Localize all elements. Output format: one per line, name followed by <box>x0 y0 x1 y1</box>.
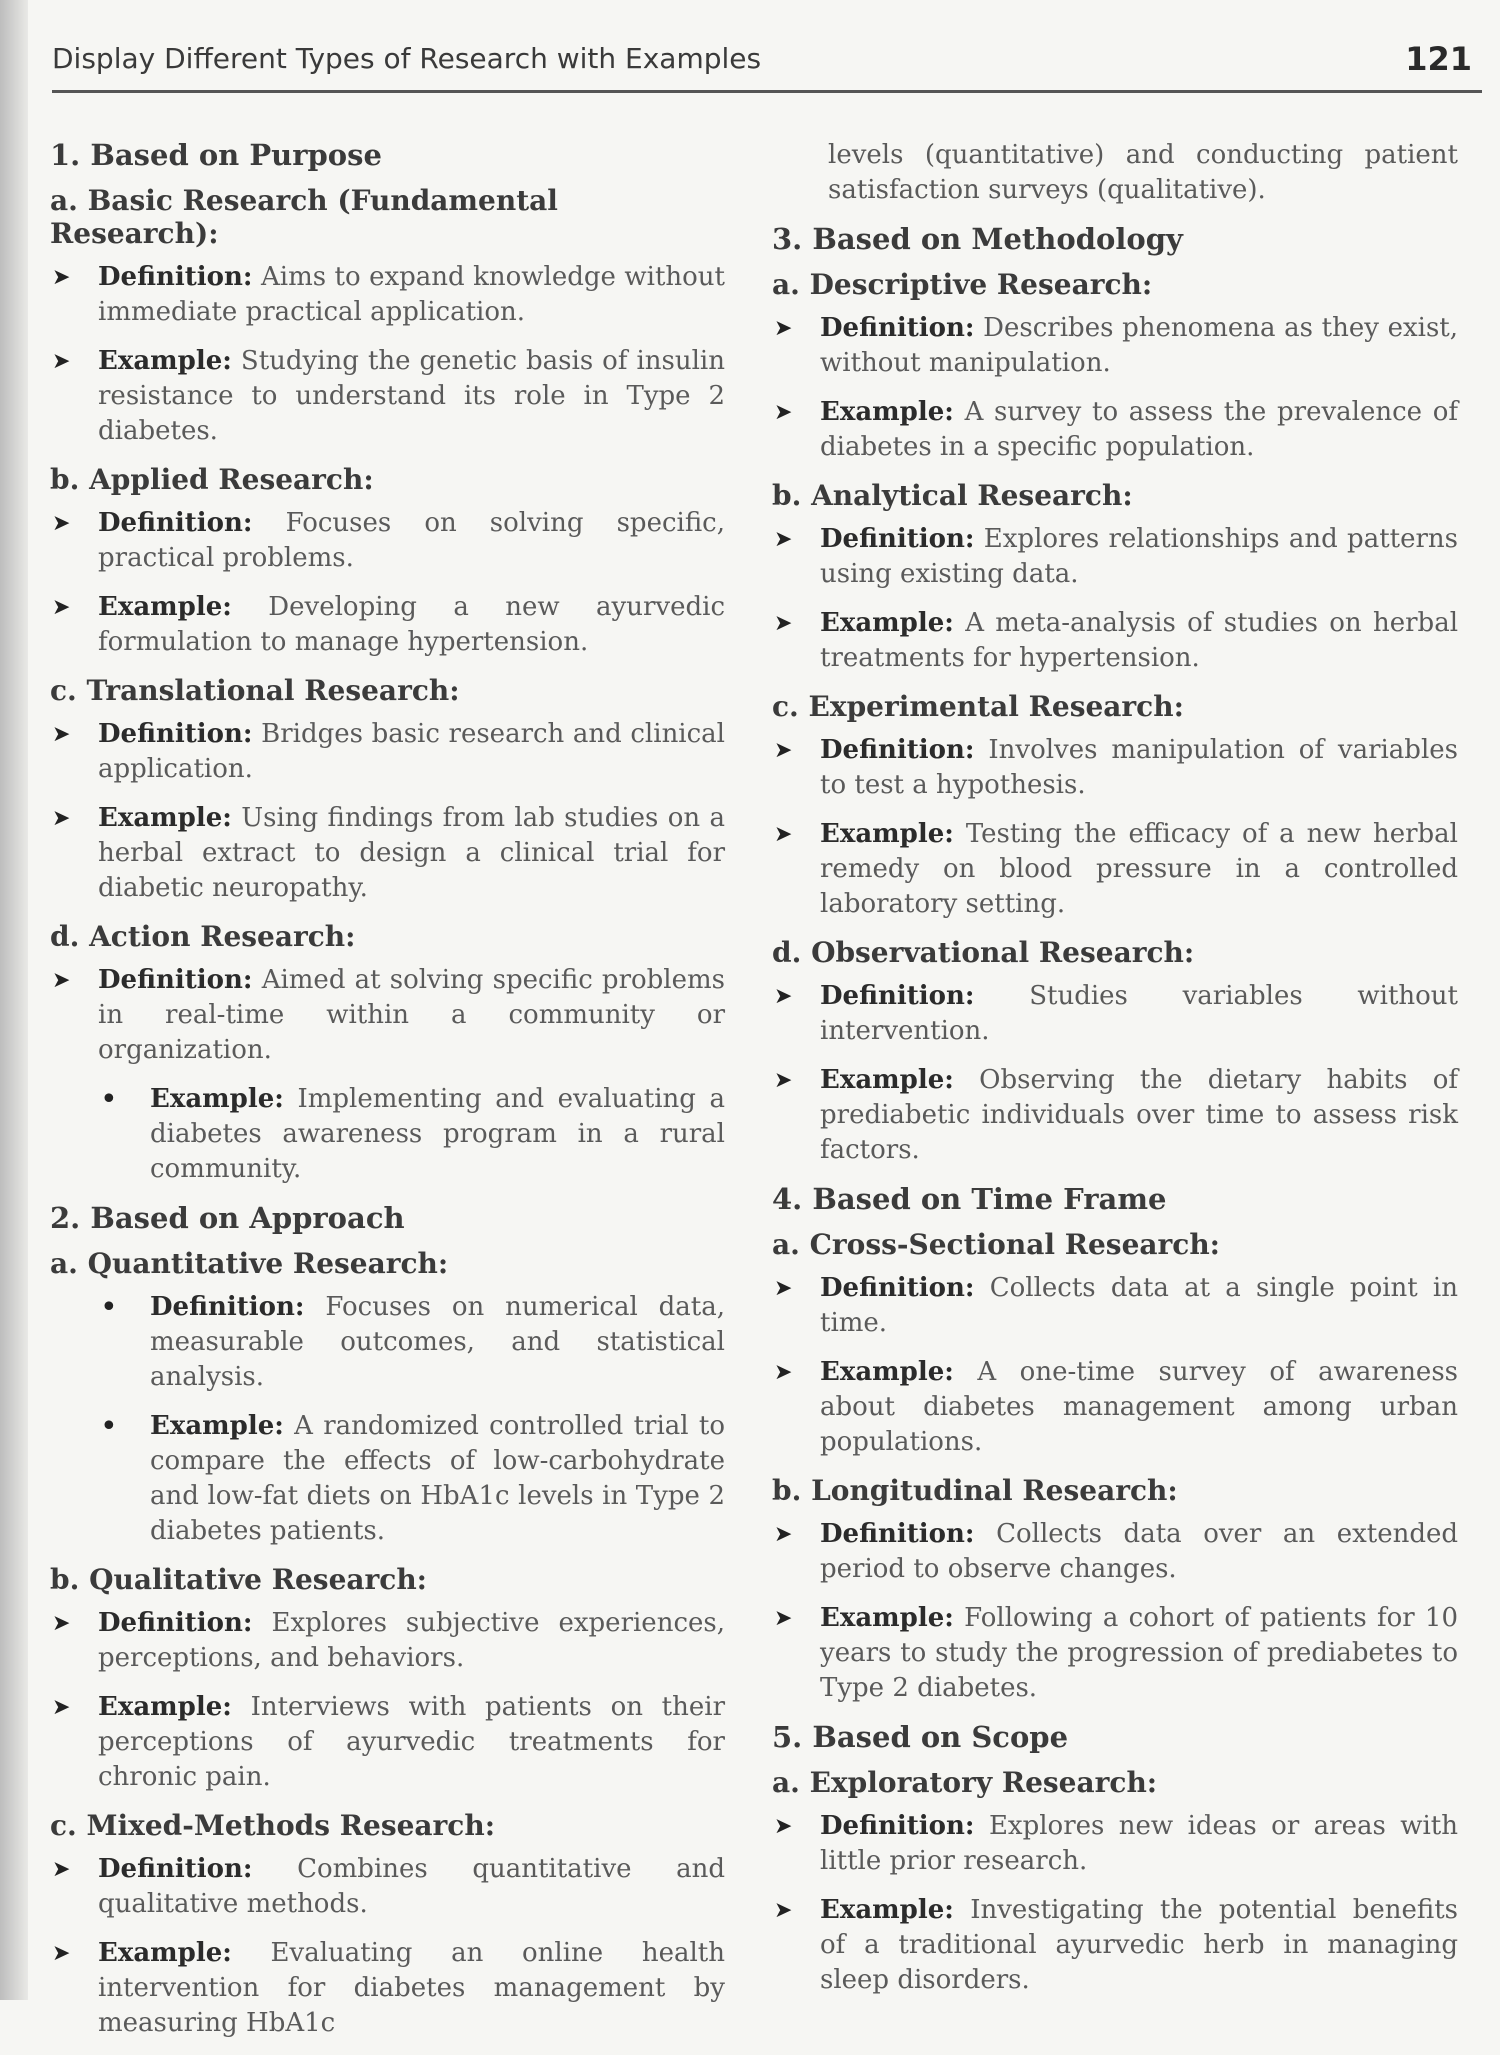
list-item: ➤ Definition: Aimed at solving specific problems in real-time within a community or organization. <box>52 965 725 1065</box>
list-item: ➤ Example: Studying the genetic basis of insulin resistance to understand its role in Type 2 diabetes. <box>52 346 725 446</box>
subsection-heading: a. Basic Research (Fundamental Research): <box>50 184 558 250</box>
list-item: ➤ Definition: Explores new ideas or areas with little prior research. <box>774 1811 1458 1876</box>
section-heading: 2. Based on Approach <box>50 1201 405 1235</box>
running-title: Display Different Types of Research with Examples <box>52 42 762 75</box>
list-item: ➤ Definition: Collects data at a single point in time. <box>774 1273 1458 1338</box>
subsection-heading: b. Analytical Research: <box>772 479 1133 512</box>
dot-bullet-icon: • <box>100 1290 118 1325</box>
list-item: ➤ Example: A meta-analysis of studies on herbal treatments for hypertension. <box>774 608 1459 673</box>
subsection-heading: a. Descriptive Research: <box>772 268 1153 301</box>
arrow-bullet-icon: ➤ <box>774 1276 793 1301</box>
dot-bullet-icon: • <box>100 1409 118 1444</box>
subsection-heading: d. Observational Research: <box>772 936 1195 969</box>
page-header <box>52 40 1482 93</box>
list-item: ➤ Example: Developing a new ayurvedic formulation to manage hypertension. <box>52 592 726 657</box>
list-item: ➤ Definition: Studies variables without intervention. <box>774 981 1458 1046</box>
subsection-heading: c. Mixed-Methods Research: <box>50 1809 496 1842</box>
left-column <box>50 138 725 2055</box>
subsection-heading: b. Applied Research: <box>50 463 374 496</box>
continued-text: levels (quantitative) and conducting patient satisfaction surveys (qualitative). <box>828 140 1458 205</box>
section-heading: 1. Based on Purpose <box>50 138 382 172</box>
arrow-bullet-icon: ➤ <box>774 738 793 763</box>
arrow-bullet-icon: ➤ <box>52 806 71 831</box>
subsection-heading: d. Action Research: <box>50 920 356 953</box>
list-item: ➤ Definition: Describes phenomena as they exist, without manipulation. <box>774 313 1459 378</box>
arrow-bullet-icon: ➤ <box>774 1606 793 1631</box>
arrow-bullet-icon: ➤ <box>774 984 793 1009</box>
arrow-bullet-icon: ➤ <box>52 1857 71 1882</box>
list-item: ➤ Example: A survey to assess the prevalence of diabetes in a specific population. <box>774 397 1458 462</box>
arrow-bullet-icon: ➤ <box>52 349 71 374</box>
list-item: ➤ Example: Following a cohort of patients for 10 years to study the progression of prediabetes to Type 2 diabetes. <box>774 1603 1458 1703</box>
list-item: ➤ Definition: Explores subjective experiences, perceptions, and behaviors. <box>52 1608 725 1673</box>
arrow-bullet-icon: ➤ <box>774 1068 793 1093</box>
arrow-bullet-icon: ➤ <box>52 511 71 536</box>
list-item: ➤ Example: Investigating the potential benefits of a traditional ayurvedic herb in managing sleep disorders. <box>774 1895 1458 1995</box>
page-number: 121 <box>1405 40 1472 78</box>
arrow-bullet-icon: ➤ <box>774 611 793 636</box>
book-spine-shadow <box>0 0 28 2000</box>
arrow-bullet-icon: ➤ <box>774 1360 793 1385</box>
list-item: • Example: Implementing and evaluating a diabetes awareness program in a rural community. <box>100 1082 725 1184</box>
list-item: ➤ Example: A one-time survey of awareness about diabetes management among urban populations. <box>774 1357 1459 1457</box>
arrow-bullet-icon: ➤ <box>774 1522 793 1547</box>
arrow-bullet-icon: ➤ <box>52 968 71 993</box>
right-column <box>772 138 1458 2012</box>
list-item: ➤ Definition: Explores relationships and patterns using existing data. <box>774 524 1458 589</box>
subsection-heading: b. Qualitative Research: <box>50 1563 428 1596</box>
arrow-bullet-icon: ➤ <box>52 1611 71 1636</box>
arrow-bullet-icon: ➤ <box>52 1695 71 1720</box>
section-heading: 3. Based on Methodology <box>772 222 1183 256</box>
section-heading: 4. Based on Time Frame <box>772 1182 1167 1216</box>
arrow-bullet-icon: ➤ <box>774 1814 793 1839</box>
arrow-bullet-icon: ➤ <box>774 1898 793 1923</box>
dot-bullet-icon: • <box>100 1082 118 1117</box>
subsection-heading: b. Longitudinal Research: <box>772 1474 1178 1507</box>
list-item: ➤ Definition: Collects data over an extended period to observe changes. <box>774 1519 1459 1584</box>
list-item: ➤ Example: Interviews with patients on their perceptions of ayurvedic treatments for chronic pain. <box>52 1692 725 1792</box>
subsection-heading: c. Translational Research: <box>50 674 460 707</box>
arrow-bullet-icon: ➤ <box>52 722 71 747</box>
arrow-bullet-icon: ➤ <box>52 1941 71 1966</box>
arrow-bullet-icon: ➤ <box>52 265 71 290</box>
list-item: ➤ Example: Evaluating an online health intervention for diabetes management by measuring HbA1c <box>52 1938 725 2038</box>
list-item: ➤ Example: Observing the dietary habits of prediabetic individuals over time to assess risk factors. <box>774 1065 1459 1165</box>
list-item: • Definition: Focuses on numerical data, measurable outcomes, and statistical analysis. <box>100 1290 725 1392</box>
list-item: ➤ Definition: Bridges basic research and clinical application. <box>52 719 726 784</box>
subsection-heading: c. Experimental Research: <box>772 690 1184 723</box>
list-item: ➤ Example: Using findings from lab studies on a herbal extract to design a clinical trial for diabetic neuropathy. <box>52 803 725 903</box>
subsection-heading: a. Cross-Sectional Research: <box>772 1228 1221 1261</box>
subsection-heading: a. Quantitative Research: <box>50 1247 449 1280</box>
list-item: • Example: A randomized controlled trial to compare the effects of low-carbohydrate and low-fat diets on HbA1c levels in Type 2 diabetes patients. <box>100 1409 725 1546</box>
list-item: ➤ Definition: Aims to expand knowledge without immediate practical application. <box>52 262 725 327</box>
list-item: ➤ Example: Testing the efficacy of a new herbal remedy on blood pressure in a controlled laboratory setting. <box>774 819 1458 919</box>
list-item: ➤ Definition: Involves manipulation of variables to test a hypothesis. <box>774 735 1458 800</box>
list-item: ➤ Definition: Combines quantitative and qualitative methods. <box>52 1854 725 1919</box>
arrow-bullet-icon: ➤ <box>774 316 793 341</box>
arrow-bullet-icon: ➤ <box>774 822 793 847</box>
section-heading: 5. Based on Scope <box>772 1720 1069 1754</box>
subsection-heading: a. Exploratory Research: <box>772 1766 1158 1799</box>
list-item: ➤ Definition: Focuses on solving specific, practical problems. <box>52 508 725 573</box>
arrow-bullet-icon: ➤ <box>774 527 793 552</box>
arrow-bullet-icon: ➤ <box>774 400 793 425</box>
arrow-bullet-icon: ➤ <box>52 595 71 620</box>
